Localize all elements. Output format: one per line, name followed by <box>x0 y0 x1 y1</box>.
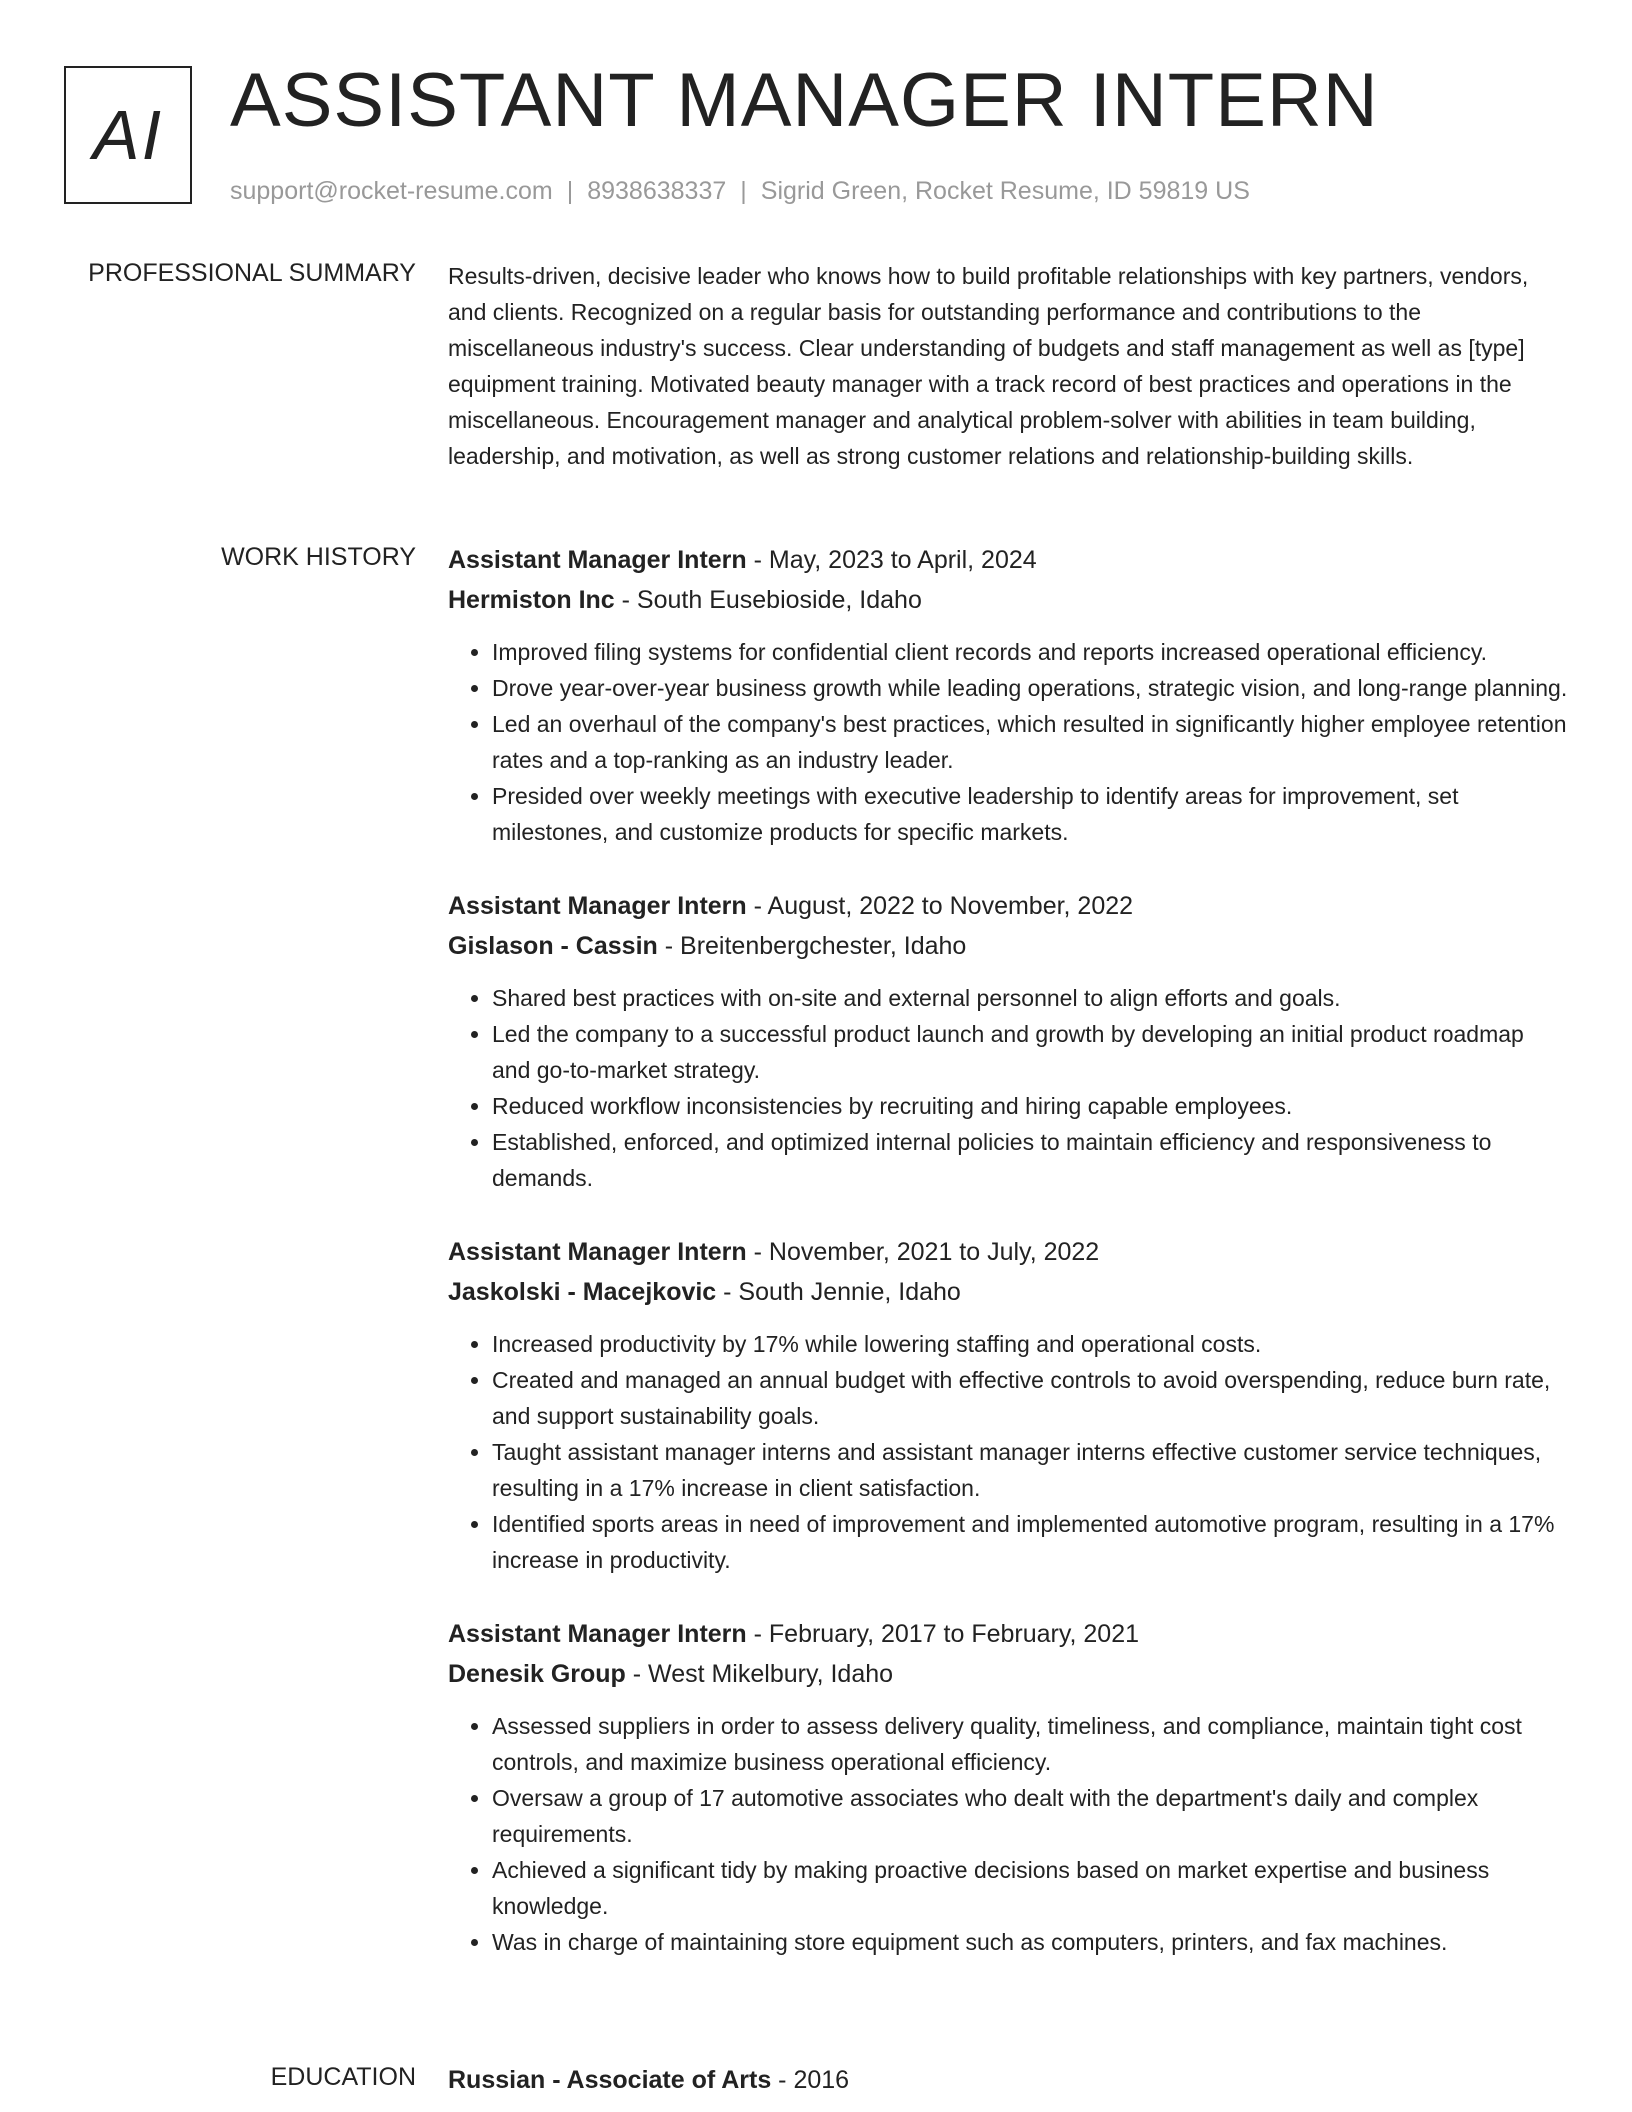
job-company-line <box>448 1654 1568 1694</box>
job-company-line <box>448 580 1568 620</box>
list-item: • Shared best practices with on-site and external personnel to align efforts and goals. <box>492 980 1568 1016</box>
section-body <box>448 2060 1568 2100</box>
job-title-line <box>448 1614 1568 1654</box>
contact-separator: | <box>740 177 747 205</box>
job-dates: - August, 2022 to November, 2022 <box>746 892 1134 920</box>
job-bullets <box>448 1708 1568 1960</box>
list-item: • Assessed suppliers in order to assess delivery quality, timeliness, and compliance, maintain tight cost controls, and maximize business operational efficiency. <box>492 1708 1568 1780</box>
contact-line <box>230 174 1250 208</box>
job-company-line <box>448 1272 1568 1312</box>
page-title: ASSISTANT MANAGER INTERN <box>230 58 1379 143</box>
contact-address: Sigrid Green, Rocket Resume, ID 59819 US <box>760 177 1250 205</box>
job-location: - South Jennie, Idaho <box>716 1278 961 1306</box>
contact-separator: | <box>566 177 574 205</box>
list-item: • Taught assistant manager interns and assistant manager interns effective customer service techniques, resulting in a 17% increase in client satisfaction. <box>492 1434 1568 1506</box>
monogram-logo: AI <box>64 66 192 204</box>
list-item: • Achieved a significant tidy by making proactive decisions based on market expertise and business knowledge. <box>492 1852 1568 1924</box>
job-title-line <box>448 540 1568 580</box>
job-entry <box>448 1614 1568 1960</box>
job-dates: - May, 2023 to April, 2024 <box>746 546 1037 574</box>
education-year: - 2016 <box>771 2066 850 2094</box>
job-company: Gislason - Cassin <box>448 932 658 960</box>
job-location: - West Mikelbury, Idaho <box>625 1660 894 1688</box>
contact-phone[interactable]: 8938638337 <box>587 177 727 205</box>
resume-header <box>0 0 1632 240</box>
list-item: • Led the company to a successful product launch and growth by developing an initial product roadmap and go-to-market strategy. <box>492 1016 1568 1088</box>
job-entry <box>448 540 1568 850</box>
job-company: Hermiston Inc <box>448 586 615 614</box>
list-item: • Created and managed an annual budget with effective controls to avoid overspending, reduce burn rate, and support sustainability goals. <box>492 1362 1568 1434</box>
job-dates: - February, 2017 to February, 2021 <box>746 1620 1140 1648</box>
job-dates: - November, 2021 to July, 2022 <box>746 1238 1100 1266</box>
job-location: - Breitenbergchester, Idaho <box>657 932 967 960</box>
job-title: Assistant Manager Intern <box>448 1620 747 1648</box>
job-title-line <box>448 1232 1568 1272</box>
list-item: • Oversaw a group of 17 automotive associates who dealt with the department's daily and complex requirements. <box>492 1780 1568 1852</box>
list-item: • Increased productivity by 17% while lowering staffing and operational costs. <box>492 1326 1568 1362</box>
section-body <box>448 256 1568 474</box>
education-degree: Russian - Associate of Arts <box>448 2066 772 2094</box>
list-item: • Identified sports areas in need of improvement and implemented automotive program, resulting in a 17% increase in productivity. <box>492 1506 1568 1578</box>
list-item: • Was in charge of maintaining store equipment such as computers, printers, and fax machines. <box>492 1924 1568 1960</box>
job-title: Assistant Manager Intern <box>448 892 747 920</box>
list-item: • Presided over weekly meetings with executive leadership to identify areas for improvement, set milestones, and customize products for specific markets. <box>492 778 1568 850</box>
job-company-line <box>448 926 1568 966</box>
summary-paragraph: Results-driven, decisive leader who knows how to build profitable relationships with key partners, vendors, and clients. Recognized on a regular basis for outstanding performance and contributions to the miscellaneous industry's success. Clear understanding of budgets and staff management as well as [type] equipment training. Motivated beauty manager with a track record of best practices and operations in the miscellaneous. Encouragement manager and analytical problem-solver with abilities in team building, leadership, and motivation, as well as strong customer relations and relationship-building skills. <box>448 263 1529 469</box>
job-company: Jaskolski - Macejkovic <box>448 1278 717 1306</box>
job-location: - South Eusebioside, Idaho <box>614 586 922 614</box>
job-title: Assistant Manager Intern <box>448 1238 747 1266</box>
job-bullets <box>448 1326 1568 1578</box>
contact-email[interactable]: support@rocket-resume.com <box>230 177 553 205</box>
section-heading: PROFESSIONAL SUMMARY <box>88 259 416 287</box>
list-item: • Improved filing systems for confidential client records and reports increased operational efficiency. <box>492 634 1568 670</box>
education-degree-line <box>448 2060 1568 2100</box>
section-heading: WORK HISTORY <box>221 543 416 571</box>
section-heading: EDUCATION <box>270 2063 416 2091</box>
list-item: • Drove year-over-year business growth while leading operations, strategic vision, and long-range planning. <box>492 670 1568 706</box>
job-bullets <box>448 980 1568 1196</box>
job-entry <box>448 1232 1568 1578</box>
section-body <box>448 540 1568 1996</box>
job-company: Denesik Group <box>448 1660 626 1688</box>
list-item: • Led an overhaul of the company's best practices, which resulted in significantly higher employee retention rates and a top-ranking as an industry leader. <box>492 706 1568 778</box>
job-entry <box>448 886 1568 1196</box>
job-title: Assistant Manager Intern <box>448 546 747 574</box>
job-title-line <box>448 886 1568 926</box>
job-bullets <box>448 634 1568 850</box>
list-item: • Established, enforced, and optimized internal policies to maintain efficiency and responsiveness to demands. <box>492 1124 1568 1196</box>
list-item: • Reduced workflow inconsistencies by recruiting and hiring capable employees. <box>492 1088 1568 1124</box>
